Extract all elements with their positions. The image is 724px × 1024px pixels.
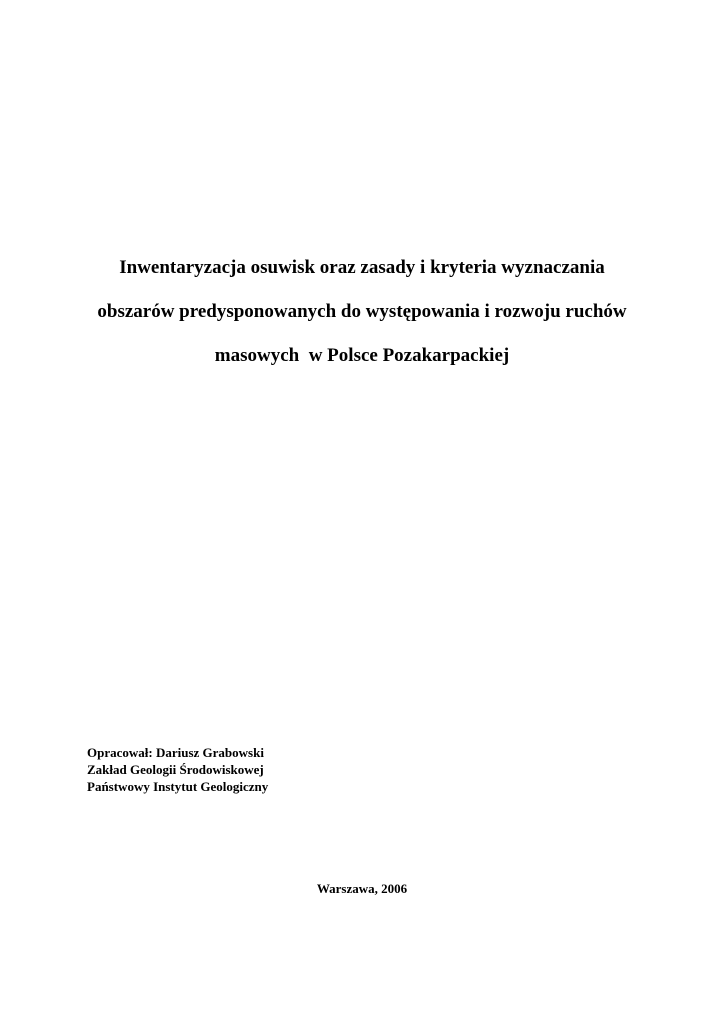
place-and-date: Warszawa, 2006 — [316, 881, 408, 896]
title-line-1: Inwentaryzacja osuwisk oraz zasady i kryteria wyznaczania — [119, 257, 605, 278]
title-line-3: masowych w Polsce Pozakarpackiej — [214, 345, 510, 366]
author-block — [87, 744, 268, 795]
title-line-2: obszarów predysponowanych do występowania i rozwoju ruchów — [97, 301, 627, 322]
prepared-by: Opracował: Dariusz Grabowski — [87, 745, 264, 760]
department: Zakład Geologii Środowiskowej — [87, 762, 264, 777]
institute: Państwowy Instytut Geologiczny — [87, 779, 269, 794]
